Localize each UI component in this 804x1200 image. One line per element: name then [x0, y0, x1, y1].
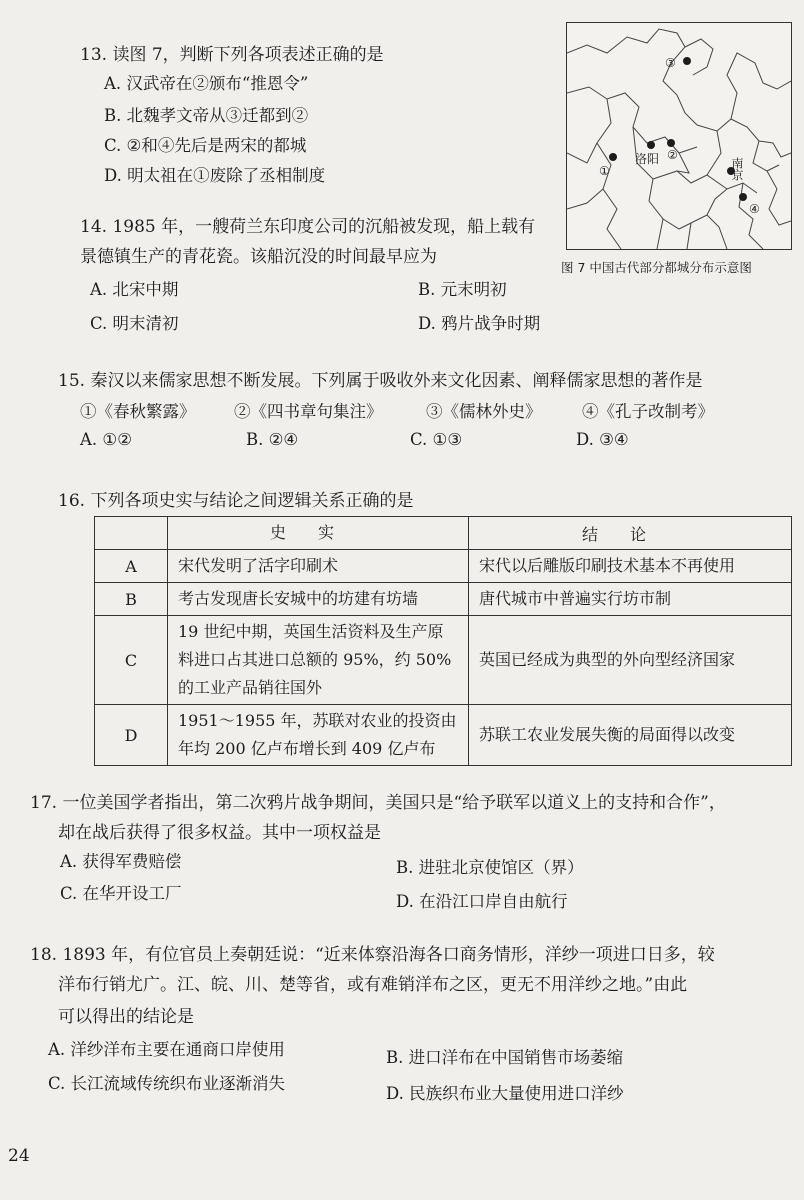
- q15-option-d: D. ③④: [576, 430, 629, 449]
- q18-stem-line1: 18. 1893 年，有位官员上奏朝廷说：“近来体察沿海各口商务情形，洋纱一项进口日多，较: [30, 945, 715, 965]
- site-1-dot: [609, 153, 617, 161]
- table-header-label: [95, 517, 168, 550]
- table-header-row: [95, 517, 792, 550]
- site-4-dot: [739, 193, 747, 201]
- q17-option-c: C. 在华开设工厂: [60, 884, 182, 903]
- q15-work-3: ③《儒林外史》: [426, 402, 542, 421]
- q14-stem-line2: 景德镇生产的青花瓷。该船沉没的时间最早应为: [80, 247, 437, 267]
- row-conclusion: 苏联工农业发展失衡的局面得以改变: [469, 705, 792, 766]
- row-conclusion: 宋代以后雕版印刷技术基本不再使用: [469, 550, 792, 583]
- row-fact: 考古发现唐长安城中的坊建有坊墙: [168, 583, 469, 616]
- table-header-conclusion: 结论: [469, 517, 792, 550]
- table-row: [95, 616, 792, 705]
- q15-work-4: ④《孔子改制考》: [582, 402, 714, 421]
- q14-stem-line1: 14. 1985 年，一艘荷兰东印度公司的沉船被发现，船上载有: [80, 217, 536, 237]
- row-label: B: [95, 583, 168, 616]
- row-fact: 19 世纪中期，英国生活资料及生产原料进口占其进口总额的 95%，约 50% 的工业产品销往国外: [168, 616, 469, 705]
- q18-option-c: C. 长江流域传统织布业逐渐消失: [48, 1074, 286, 1093]
- map-label-3: ③: [665, 56, 676, 70]
- q13-option-d: D. 明太祖在①废除了丞相制度: [104, 166, 326, 185]
- q14-option-c: C. 明末清初: [90, 314, 179, 333]
- row-label: A: [95, 550, 168, 583]
- row-fact: 宋代发明了活字印刷术: [168, 550, 469, 583]
- map-label-2: ②: [667, 148, 678, 162]
- q15-work-1: ①《春秋繁露》: [80, 402, 196, 421]
- map-label-luoyang: 洛阳: [635, 152, 660, 166]
- q18-option-d: D. 民族织布业大量使用进口洋纱: [386, 1084, 624, 1103]
- q18-stem-line2: 洋布行销尤广。江、皖、川、楚等省，或有难销洋布之区，更无不用洋纱之地。”由此: [58, 975, 688, 995]
- site-2-dot: [667, 139, 675, 147]
- luoyang-dot: [647, 141, 655, 149]
- site-3-dot: [683, 57, 691, 65]
- q14-option-d: D. 鸦片战争时期: [418, 314, 541, 333]
- q13-option-c: C. ②和④先后是两宋的都城: [104, 136, 307, 155]
- q14-option-a: A. 北宋中期: [90, 280, 179, 299]
- table-header-fact: 史实: [168, 517, 469, 550]
- q17-stem-line2: 却在战后获得了很多权益。其中一项权益是: [58, 823, 381, 843]
- q18-option-b: B. 进口洋布在中国销售市场萎缩: [386, 1048, 624, 1067]
- row-label: C: [95, 616, 168, 705]
- row-conclusion: 唐代城市中普遍实行坊市制: [469, 583, 792, 616]
- q15-work-2: ②《四书章句集注》: [234, 402, 383, 421]
- page-number: 24: [8, 1146, 30, 1166]
- map-figure: [566, 22, 792, 250]
- q14-option-b: B. 元末明初: [418, 280, 507, 299]
- q17-option-b: B. 进驻北京使馆区（界）: [396, 858, 584, 877]
- q18-option-a: A. 洋纱洋布主要在通商口岸使用: [48, 1040, 285, 1059]
- q15-stem: 15. 秦汉以来儒家思想不断发展。下列属于吸收外来文化因素、阐释儒家思想的著作是: [58, 371, 703, 391]
- q15-option-a: A. ①②: [80, 430, 132, 449]
- table-row: [95, 705, 792, 766]
- map-label-nanjing: 南京: [730, 157, 744, 181]
- q15-option-b: B. ②④: [246, 430, 299, 449]
- map-label-4: ④: [749, 202, 760, 216]
- q18-stem-line3: 可以得出的结论是: [58, 1007, 194, 1027]
- row-label: D: [95, 705, 168, 766]
- q13-option-a: A. 汉武帝在②颁布“推恩令”: [104, 74, 309, 93]
- table-row: [95, 583, 792, 616]
- q15-option-c: C. ①③: [410, 430, 463, 449]
- china-capitals-map: [567, 23, 791, 249]
- q17-stem-line1: 17. 一位美国学者指出，第二次鸦片战争期间，美国只是“给予联军以道义上的支持和合作”，: [30, 793, 726, 813]
- q16-stem: 16. 下列各项史实与结论之间逻辑关系正确的是: [58, 491, 414, 511]
- row-conclusion: 英国已经成为典型的外向型经济国家: [469, 616, 792, 705]
- row-fact: 1951～1955 年，苏联对农业的投资由年均 200 亿卢布增长到 409 亿卢布: [168, 705, 469, 766]
- map-caption: 图 7 中国古代部分都城分布示意图: [561, 260, 752, 275]
- q16-table: [94, 516, 792, 766]
- q13-stem: 13. 读图 7，判断下列各项表述正确的是: [80, 45, 384, 65]
- table-row: [95, 550, 792, 583]
- q13-option-b: B. 北魏孝文帝从③迁都到②: [104, 106, 309, 125]
- map-label-1: ①: [599, 164, 610, 178]
- q17-option-d: D. 在沿江口岸自由航行: [396, 892, 568, 911]
- q17-option-a: A. 获得军费赔偿: [60, 852, 182, 871]
